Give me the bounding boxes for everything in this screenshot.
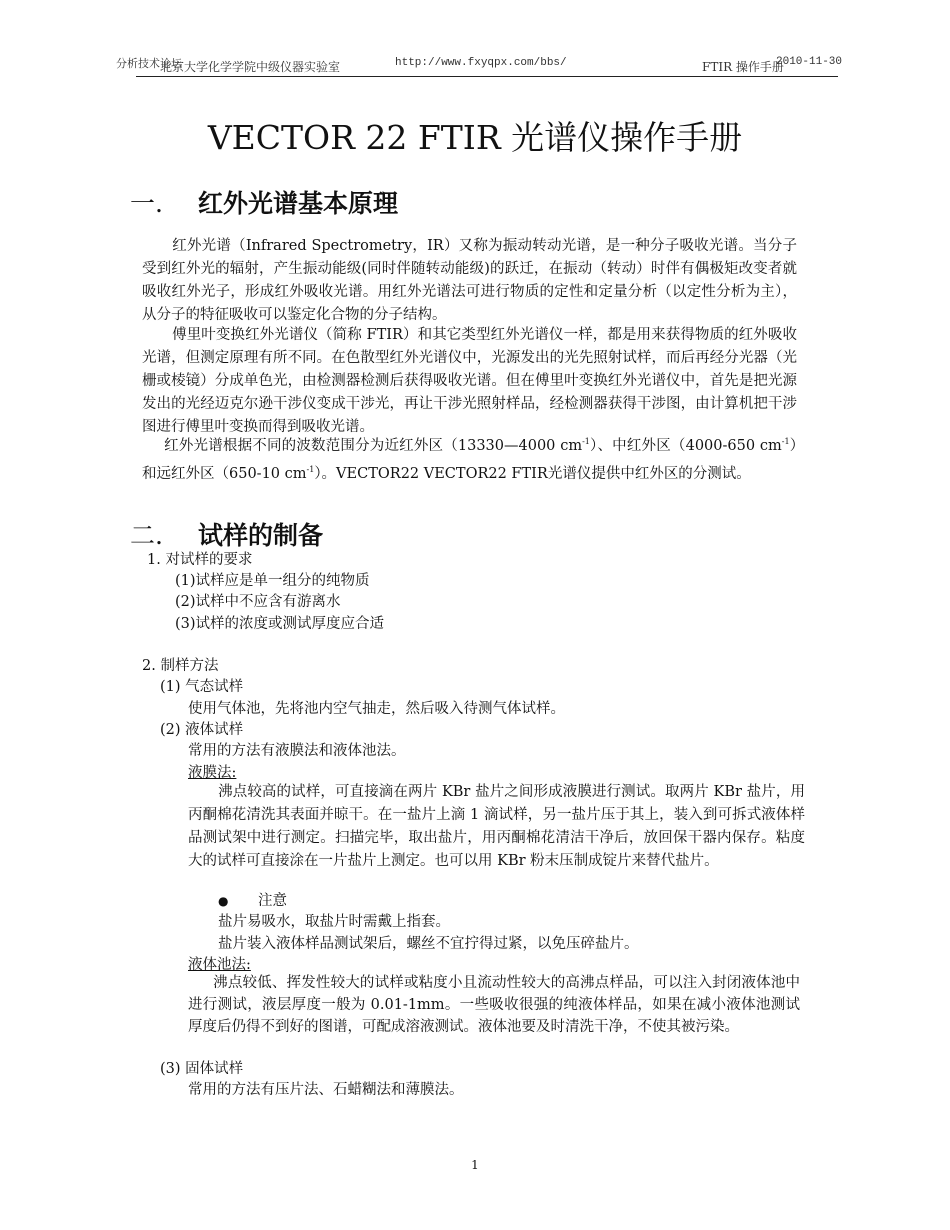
section-2-heading — [130, 516, 323, 552]
liquid-sample-title: (2) 液体试样 — [160, 722, 244, 738]
sample-requirements-title: 1. 对试样的要求 — [147, 552, 253, 568]
requirement-item: (2)试样中不应含有游离水 — [175, 594, 341, 610]
liquid-cell-method-title: 液体池法: — [188, 957, 251, 973]
liquid-film-method-text: 沸点较高的试样，可直接滴在两片 KBr 盐片之间形成液膜进行测试。取两片 KBr 盐片，用丙酮棉花清洗其表面并晾干。在一盐片上滴 1 滴试样，另一盐片压于其上，装入到可拆式液体样品测试架中进行测定。扫描完毕，取出盐片，用丙酮棉花清洁干净后，放回保干器内保存。粘度大的试样可直接涂在一片盐片上测定。也可以用 KBr 粉末压制成锭片来替代盐片。 — [188, 784, 805, 869]
page-number: 1 — [471, 1158, 479, 1172]
section-1-heading — [130, 184, 398, 220]
header-date: 2010-11-30 — [776, 56, 843, 68]
section-1-title: 红外光谱基本原理 — [198, 189, 399, 218]
header-rule — [136, 76, 838, 77]
liquid-film-method-title: 液膜法: — [188, 765, 237, 781]
paragraph-ir-definition: 红外光谱（Infrared Spectrometry，IR）又称为振动转动光谱，是一种分子吸收光谱。当分子受到红外光的辐射，产生振动能级(同时伴随转动能级)的跃迁，在振动（转动）时伴有偶极矩改变者就吸收红外光子，形成红外吸收光谱。用红外光谱法可进行物质的定性和定量分析（以定性分析为主），从分子的特征吸收可以鉴定化合物的分子结构。 — [142, 238, 797, 323]
liquid-sample-intro: 常用的方法有液膜法和液体池法。 — [188, 743, 406, 759]
section-1-number: 一. — [130, 189, 163, 218]
liquid-cell-method-text: 沸点较低、挥发性较大的试样或粘度小且流动性较大的高沸点样品，可以注入封闭液体池中进行测试，液层厚度一般为 0.01-1mm。一些吸收很强的纯液体样品，如果在减小液体池测试厚度后仍得不到好的图谱，可配成溶液测试。液体池要及时清洗干净，不使其被污染。 — [188, 975, 800, 1035]
header-url[interactable]: http://www.fxyqpx.com/bbs/ — [395, 57, 567, 69]
gas-sample-text: 使用气体池，先将池内空气抽走，然后吸入待测气体试样。 — [188, 701, 565, 717]
prep-methods-title: 2. 制样方法 — [142, 658, 219, 674]
note-heading: ● 注意 — [218, 893, 287, 909]
requirement-item: (3)试样的浓度或测试厚度应合适 — [175, 616, 385, 632]
header-manual-title: FTIR 操作手册 — [702, 60, 784, 74]
solid-sample-text: 常用的方法有压片法、石蜡糊法和薄膜法。 — [188, 1082, 464, 1098]
paragraph-ftir-principle: 傅里叶变换红外光谱仪（简称 FTIR）和其它类型红外光谱仪一样，都是用来获得物质的红外吸收光谱，但测定原理有所不同。在色散型红外光谱仪中，光源发出的光先照射试样，而后再经分光器（光栅或棱镜）分成单色光，由检测器检测后获得吸收光谱。但在傅里叶变换红外光谱仪中，首先是把光源发出的光经迈克尔逊干涉仪变成干涉光，再让干涉光照射样品，经检测器获得干涉图，由计算机把干涉图进行傅里叶变换而得到吸收光谱。 — [142, 327, 797, 435]
paragraph-ir-regions: 红外光谱根据不同的波数范围分为近红外区（13330—4000 $cm^{-1}$）、中红外区（4000-650 $cm^{-1}$）和远红外区（650-10 $cm^{-1}$）。VECTOR22 VECTOR22 FTIR光谱仪提供中红外区的分测试。 — [142, 437, 797, 482]
section-2-number: 二. — [130, 521, 163, 550]
watermark-text: 分析技术论坛 — [116, 57, 182, 70]
solid-sample-title: (3) 固体试样 — [160, 1061, 244, 1077]
note-item: 盐片装入液体样品测试架后，螺丝不宜拧得过紧，以免压碎盐片。 — [218, 936, 639, 952]
requirement-item: (1)试样应是单一组分的纯物质 — [175, 573, 370, 589]
bullet-icon: ● — [218, 894, 229, 908]
header-institution: 北京大学化学学院中级仪器实验室 — [160, 60, 341, 74]
section-2-title: 试样的制备 — [198, 521, 324, 550]
note-item: 盐片易吸水，取盐片时需戴上指套。 — [218, 914, 450, 930]
gas-sample-title: (1) 气态试样 — [160, 679, 244, 695]
page-title: VECTOR 22 FTIR 光谱仪操作手册 — [207, 118, 743, 157]
